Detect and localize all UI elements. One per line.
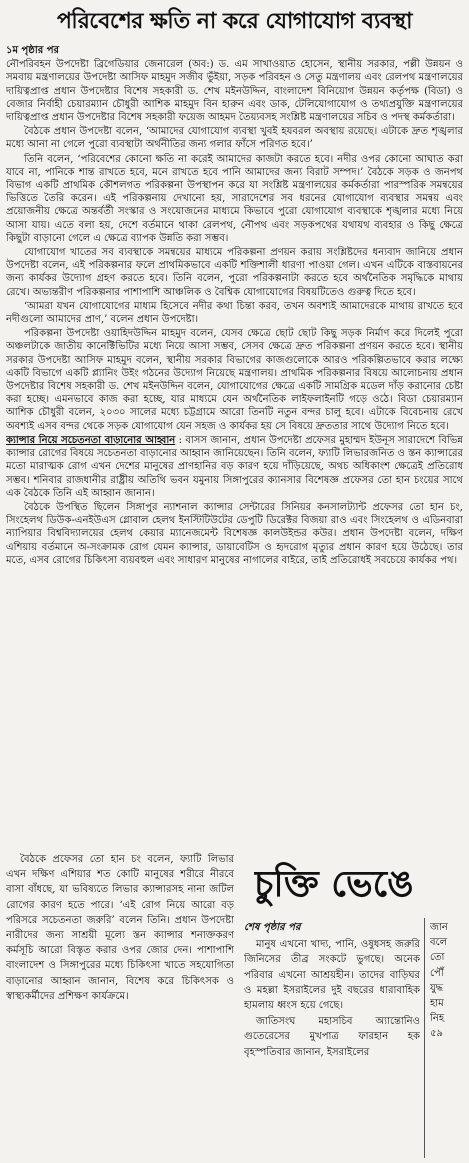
cancer-section-lead [6, 434, 463, 500]
article-body [6, 44, 463, 851]
column-divider [424, 918, 425, 1158]
body-paragraph: মানুষ এখনো খাদ্য, পানি, ওষুধসহ জরুরি জিনিসের তীব্র সংকটে ভুগছে। অনেক পরিবার এখনো আশ্রয়হীন। তাদের বাড়িঘর ও মহল্লা ইসরাইলের দুই বছরের ধারাবাহিক হামলায় ধ্বংস হয়ে গেছে। [244, 939, 420, 1012]
headline: পরিবেশের ক্ষতি না করে যোগাযোগ ব্যবস্থা [56, 8, 413, 34]
text-fragment: ৫৯ [430, 1028, 443, 1040]
cancer-crosshead: ক্যান্সার নিয়ে সচেতনতা বাড়ানোর আহ্বান [6, 434, 176, 446]
text-fragment: জান [430, 922, 448, 933]
next-article-headline: চুক্তি ভেঙে [254, 864, 414, 905]
next-article-body [244, 920, 420, 1160]
lower-left-column [6, 852, 234, 1160]
body-paragraph: বৈঠকে উপস্থিত ছিলেন সিঙ্গাপুর ন্যাশনাল ক্যান্সার সেন্টারের সিনিয়র কনসালট্যান্ট প্রফেসর তো হান চং, সিংহেলথ ডিউক-এনইউএস গ্লোবাল হেলথ ইনস্টিটিউটের ডেপুটি ডিরেক্টর বিজয়া রাও এবং সিংহেলথ ও এডিনবারা ন্যাপিয়ার বিশ্ববিদ্যালয়ের হেলথ কেয়ার ম্যানেজমেন্ট বিশেষজ্ঞ কালউইন্ডর কউর। প্রধান উপদেষ্টা বলেন, দক্ষিণ এশিয়ায় বর্তমানে অ-সংক্রামক রোগ যেমন ক্যান্সার, ডায়াবেটিস ও হৃদরোগ মৃত্যুর প্রধান কারণ হয়ে উঠেছে। তার মতে, এসব রোগের চিকিৎসা ব্যয়বহুল এবং সাধারণ মানুষের নাগালের বাইরে, তাই প্রতিরোধই সবচেয়ে কার্যকর পথ। [6, 501, 463, 566]
body-paragraph: ‘আমরা যখন যোগাযোগের মাধ্যম হিসেবে নদীর কথা চিন্তা করব, তখন অবশ্যই আমাদেরকে মাথায় রাখতে হবে নদীগুলো আমাদের প্রাণ,’ বলেন প্রধান উপদেষ্টা। [6, 300, 463, 326]
body-paragraph: যোগাযোগ খাতের সব ব্যবস্থাকে সমন্বয়ের মাধ্যমে পরিকল্পনা প্রণয়ন করায় সংশ্লিষ্টদের ধন্যবাদ জানিয়ে প্রধান উপদেষ্টা বলেন, এই পরিকল্পনার ফলে প্রাথমিকভাবে একটি শক্তিশালী ধারণা পাওয়া গেল। এখন এটিকে বাস্তবায়নের জন্য কার্যকর উদ্যোগ গ্রহণ করতে হবে। তিনি বলেন, পুরো পরিকল্পনাটা করতে হবে অর্থনৈতিক সমৃদ্ধিকে মাথায় রেখে। অভ্যন্তরীণ পরিকল্পনার পাশাপাশি আঞ্চলিক ও বৈশ্বিক যোগাযোগের বিষয়টিতেও গুরুত্ব দিতে হবে। [6, 247, 463, 298]
text-fragment: যুদ্ধ [430, 982, 444, 994]
body-paragraph: জাতিসংঘ মহাসচিব অ্যান্তোনিও গুতেরেসের মুখপাত্র ফারহান হক বৃহস্পতিবার জানান, ইসরাইলের [244, 1016, 420, 1058]
text-fragment: নিহ [430, 1013, 445, 1025]
next-continued-from-label: শেষ পৃষ্ঠার পর [244, 922, 301, 933]
body-paragraph: বৈঠকে প্রধান উপদেষ্টা বলেন, ‘আমাদের যোগাযোগ ব্যবস্থা খুবই হযবরল অবস্থায় রয়েছে। এটাকে দ্রুত শৃঙ্খলার মধ্যে আনা না গেলে পুরো ব্যবস্থাটা অর্থনীতির জন্য গলার ফাঁসে পরিণত হবে।’ [6, 126, 463, 151]
text-fragment: বলে [430, 937, 448, 949]
text-fragment: তো [430, 952, 445, 964]
next-article-right-column [430, 920, 469, 1160]
text-fragment: হাম [430, 998, 444, 1010]
next-article [240, 852, 469, 1160]
text-fragment: পৌঁ [430, 967, 444, 979]
continued-from-label: ১ম পৃষ্ঠার পর [6, 45, 59, 56]
body-paragraph: পরিকল্পনা উপদেষ্টা ওয়াহিদউদ্দিন মাহমুদ বলেন, যেসব ক্ষেত্রে ছোট ছোট কিছু সড়ক নির্মাণ করে দিলেই পুরো অঞ্চলটাকে জাতীয় কানেক্টিভিটির মধ্যে নিয়ে আসা সম্ভব, সেসব ক্ষেত্রে দ্রুত পরিকল্পনা প্রণয়ন করতে হবে। স্থানীয় সরকার উপদেষ্টা আসিফ মাহমুদ বলেন, স্থানীয় সরকার বিভাগের কাজগুলোকে আরও পরিকল্পিতভাবে করার লক্ষ্যে একটি বিভাগে একটি প্ল্যানিং উইং গঠনের উদ্যোগ নিয়েছে মন্ত্রণালয়। প্রাথমিক পরিকল্পনার বিষয়ে আলোচনায় প্রধান উপদেষ্টার বিশেষ সহকারী ড. শেখ মইনউদ্দিন বলেন, যোগাযোগের ক্ষেত্রে একটি সামগ্রিক মডেল দাঁড় করানোর চেষ্টা করা হচ্ছে। এমনভাবে কাজ করা হচ্ছে, যার মাধ্যমে যেন অর্থনৈতিক লাইফলাইনটি গড়ে ওঠে। বিডা চেয়ারম্যান আশিক চৌধুরী বলেন, ২০৩০ সালের মধ্যে চট্টগ্রামে আরো তিনটি নতুন বন্দর চালু হবে। এটাকে বিবেচনায় রেখে অবশ্যই এসব বন্দর থেকে সড়ক যোগাযোগ যেন সহজ ও কার্যকর হয় সে বিষয়ে দ্রুততার সাথে উদ্যোগ নিতে হবে। [6, 328, 463, 432]
body-paragraph: তিনি বলেন, ‘পরিবেশের কোনো ক্ষতি না করেই আমাদের কাজটা করতে হবে। নদীর ওপর কোনো আঘাত করা যাবে না, পানিকে শান্ত রাখতে হবে, মনে রাখতে হবে পানি আমাদের জন্য বিরাট সম্পদ।’ বৈঠকে সড়ক ও জনপথ বিভাগ একটি প্রাথমিক কৌশলগত পরিকল্পনা উপস্থাপন করে যা সংশ্লিষ্ট মন্ত্রণালয়ের কর্মকর্তারা পারস্পরিক সমন্বয়ের ভিত্তিতে তৈরি করেন। এই পরিকল্পনায় দেখানো হয়, সারাদেশের সব ধরনের যোগাযোগ ব্যবস্থার সমন্বয় এবং প্রয়োজনীয় ক্ষেত্রে অন্তর্বর্তী সংস্কার ও সংযোজনের মাধ্যমে কিভাবে পুরো যোগাযোগ ব্যবস্থাকে শৃঙ্খলার মধ্যে নিয়ে আসা যায়। এতে বলা হয়, দেশে বর্তমানে থাকা রেলপথ, নৌপথ এবং সড়কপথের যথাযথ ব্যবহার ও কিছু ক্ষেত্রে কিছুটা বাড়ানো গেলে এ ক্ষেত্রে ব্যাপক উন্নতি করা সম্ভব। [6, 153, 463, 244]
cancer-lead-text: : বাসস জানান, প্রধান উপদেষ্টা প্রফেসর মুহাম্মদ ইউনূস সারাদেশে বিভিন্ন ক্যান্সার রোগের বিষয়ে সচেতনতা বাড়ানোর আহ্বান জানিয়েছেন। তিনি বলেন, ফ্যাটি লিভারজনিত ও স্তন ক্যান্সারের মতো মারাত্মক রোগ এখন দেশের মানুষের প্রাণহানির বড় কারণ হয়ে দাঁড়িয়েছে, অথচ অধিকাংশ ক্ষেত্রেই প্রতিরোধ সম্ভব। শনিবার রাজধানীর রাষ্ট্রীয় অতিথি ভবন যমুনায় সিঙ্গাপুরের ক্যানসার বিশেষজ্ঞ প্রফেসর তো হান চংয়ের সাথে এক বৈঠকে তিনি এই আহ্বান জানান। [6, 434, 463, 499]
body-paragraph: নৌপরিবহন উপদেষ্টা ব্রিগেডিয়ার জেনারেল (অব:) ড. এম সাখাওয়াত হোসেন, স্থানীয় সরকার, পল্লী উন্নয়ন ও সমবায় মন্ত্রণালয়ের উপদেষ্টা আসিফ মাহমুদ সজীব ভুঁইয়া, সড়ক পরিবহন ও সেতু মন্ত্রণালয় এবং রেলপথ মন্ত্রণালয়ের দায়িত্বপ্রাপ্ত প্রধান উপদেষ্টার বিশেষ সহকারী ড. শেখ মইনউদ্দিন, বাংলাদেশ বিনিয়োগ উন্নয়ন কর্তৃপক্ষ (বিডা) ও বেজার নির্বাহী চেয়ারম্যান চৌধুরী আশিক মাহমুদ বিন হারুন এবং ডাক, টেলিযোগাযোগ ও তথ্যপ্রযুক্তি মন্ত্রণালয়ের দায়িত্বপ্রাপ্ত প্রধান উপদেষ্টার বিশেষ সহকারী ফয়েজ আহমদ তৈয়্যবসহ সংশ্লিষ্ট মন্ত্রণালয়ের সচিব ও পদস্থ কর্মকর্তারা। [6, 59, 463, 124]
body-paragraph: বৈঠকে প্রফেসর তো হান চং বলেন, ফ্যাটি লিভার এখন দক্ষিণ এশিয়ার শত কোটি মানুষের শরীরে নীরবে বাসা বাঁধছে, যা ভবিষ্যতে লিভার ক্যান্সারসহ নানা জটিল রোগের কারণ হতে পারে। ‘এই রোগ নিয়ে আরো বড় পরিসরে সচেতনতা জরুরি’ বলেন তিনি। প্রধান উপদেষ্টা নারীদের জন্য সাশ্রয়ী মূল্যে স্তন ক্যান্সার শনাক্তকরণ কর্মসূচি আরো বিস্তৃত করার ওপর জোর দেন। পাশাপাশি বাংলাদেশ ও সিঙ্গাপুরের মধ্যে চিকিৎসা খাতে সহযোগিতা বাড়ানোর আহ্বান জানান, বিশেষ করে চিকিৎসক ও স্বাস্থ্যকর্মীদের প্রশিক্ষণ কার্যক্রমে। [6, 854, 234, 1002]
